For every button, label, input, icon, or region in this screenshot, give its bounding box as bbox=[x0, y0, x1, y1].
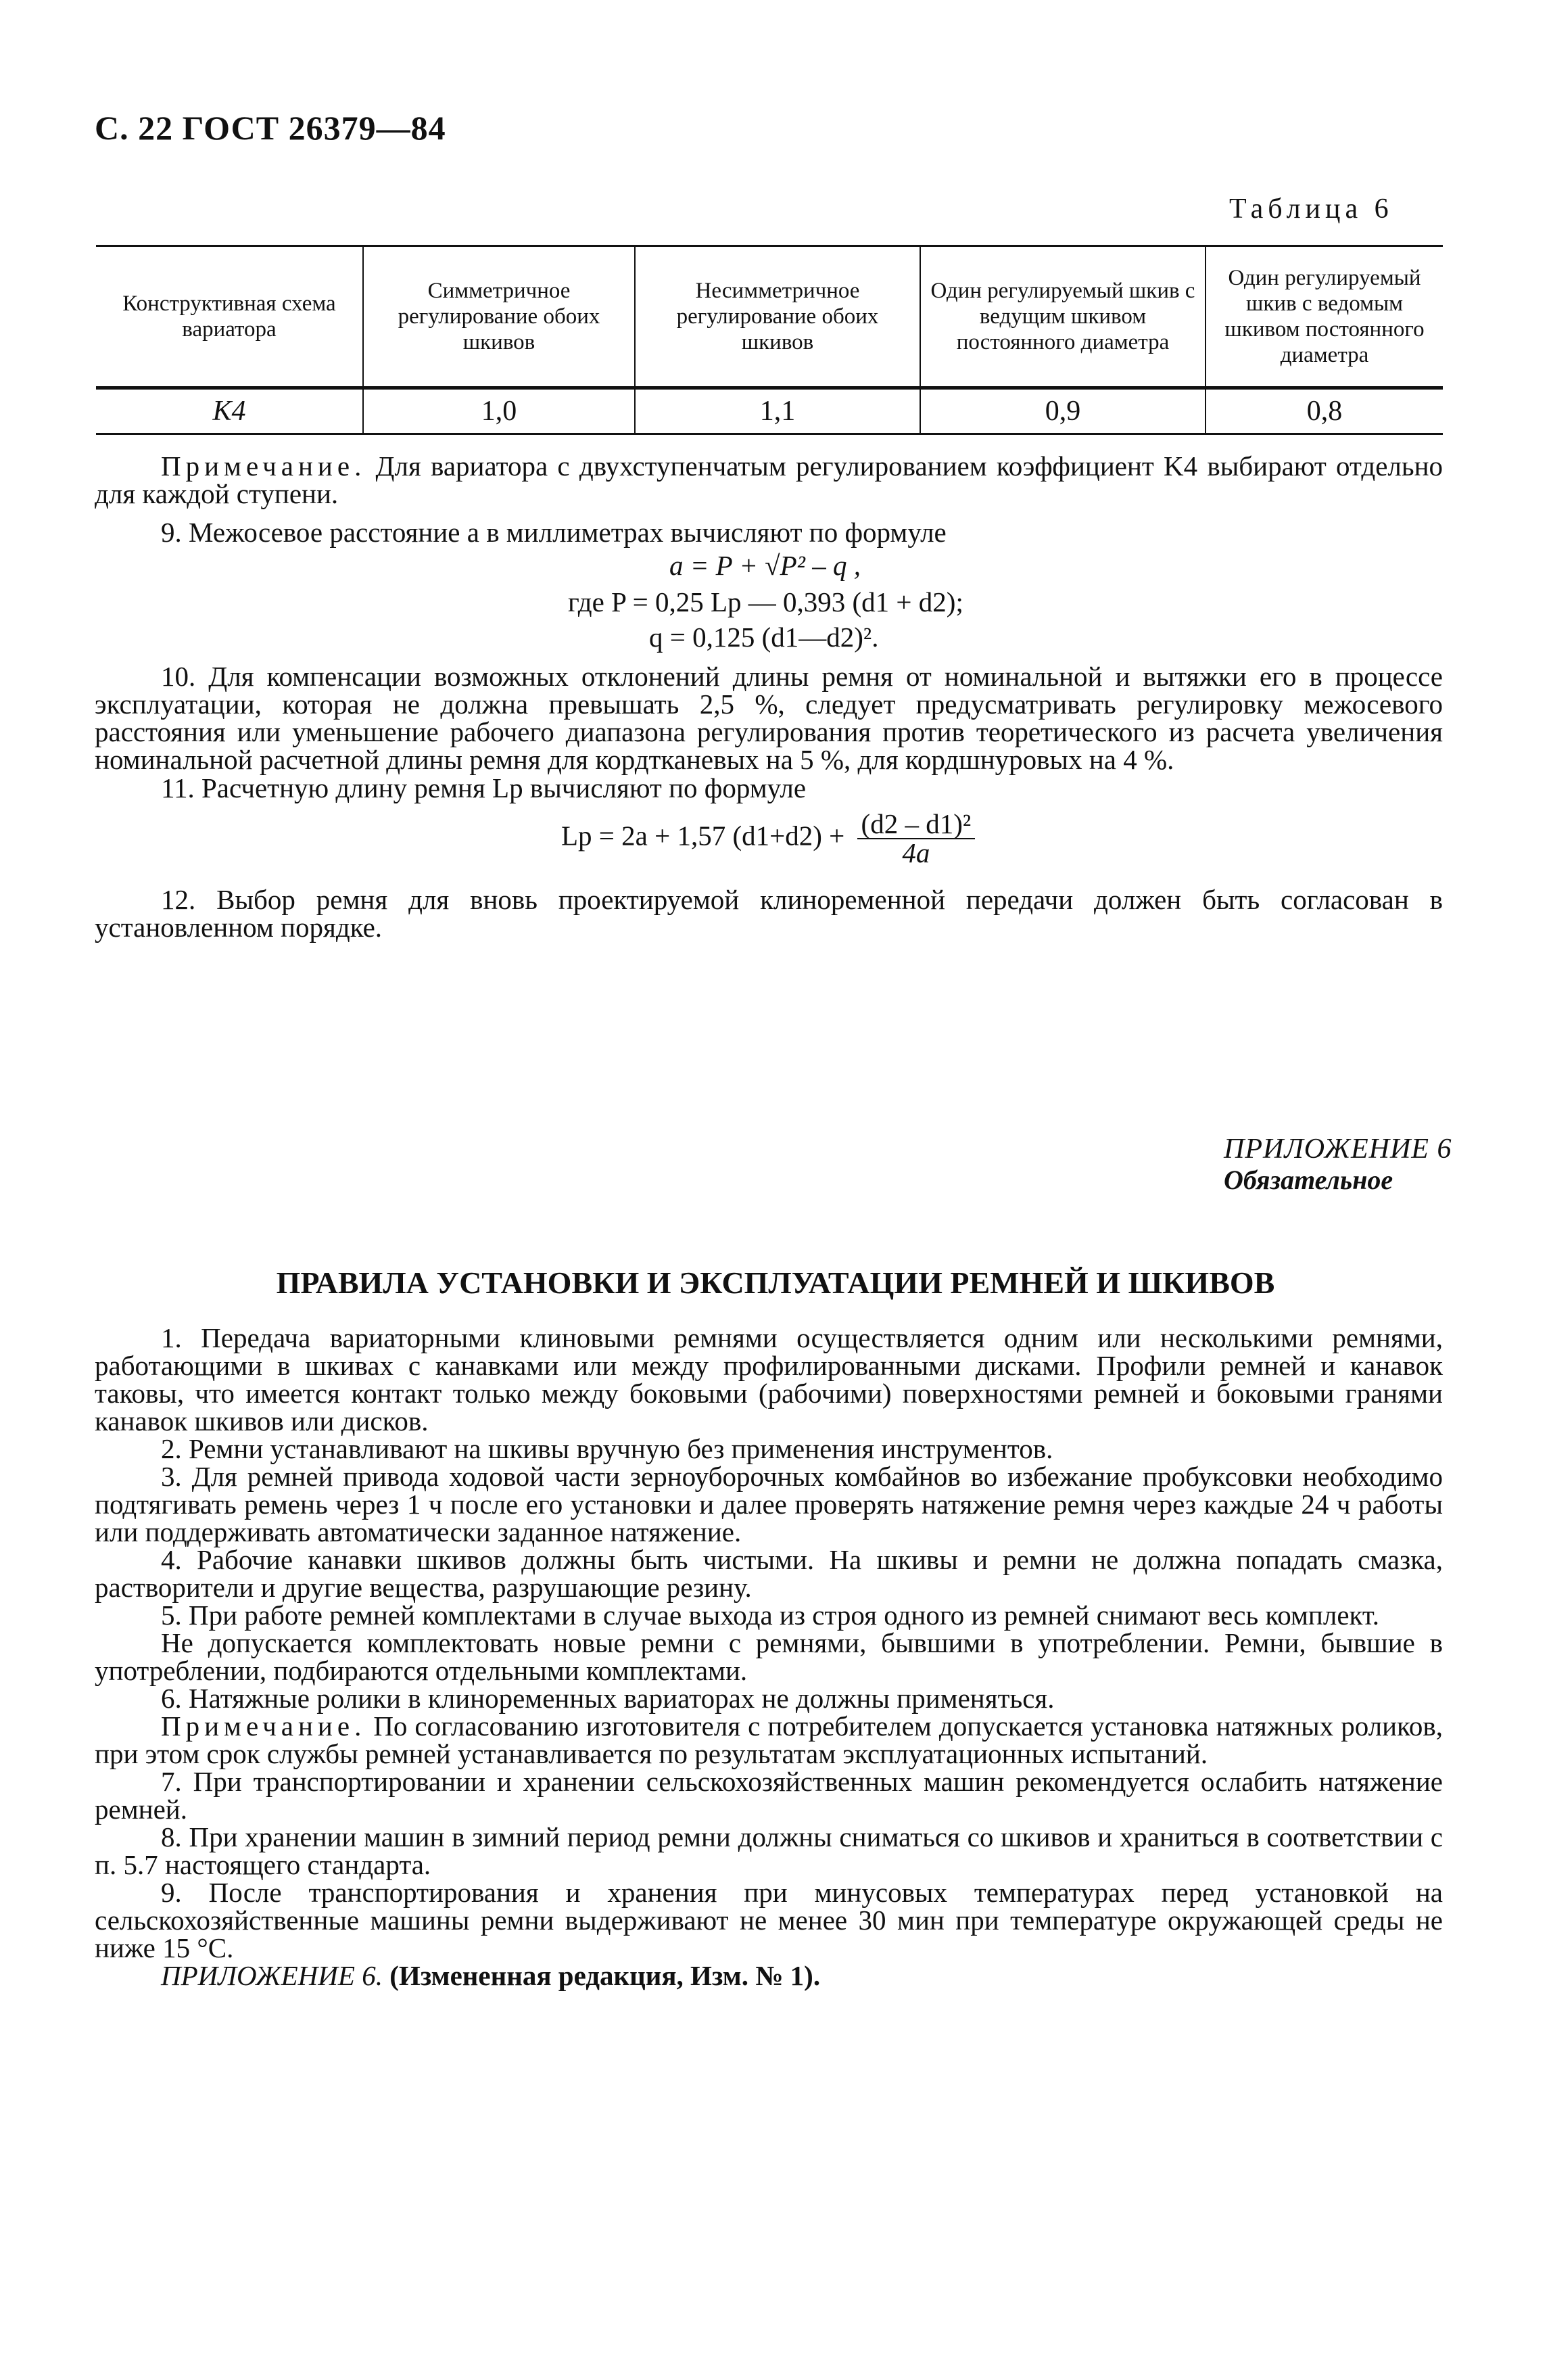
note-text: По согласованию изготовителя с потребителем допускается установка натяжных роликов, при этом срок службы ремней устанавливается по результатам эксплуатационных испытаний. bbox=[95, 1710, 1443, 1769]
amendment-footer bbox=[95, 1962, 1443, 1990]
section-title: ПРАВИЛА УСТАНОВКИ И ЭКСПЛУАТАЦИИ РЕМНЕЙ И ШКИВОВ bbox=[276, 1265, 1275, 1300]
note-text: Для вариатора с двухступенчатым регулированием коэффициент K4 выбирают отдельно для каждой ступени. bbox=[95, 450, 1443, 509]
rule-paragraph: 6. Натяжные ролики в клиноременных вариаторах не должны применяться. bbox=[161, 1683, 1055, 1714]
table-row bbox=[96, 388, 1443, 434]
table-header-cell: Один регулируемый шкив с ведущим шкивом постоянного диаметра bbox=[920, 246, 1206, 388]
item-12: 12. Выбор ремня для вновь проектируемой клиноременной передачи должен быть согласован в установленном порядке. bbox=[95, 884, 1443, 943]
rule-paragraph: Не допускается комплектовать новые ремни с ремнями, бывшими в употреблении. Ремни, бывшие в употреблении, подбираются отдельными комплектами. bbox=[95, 1627, 1443, 1686]
appendix-status: Обязательное bbox=[1224, 1165, 1393, 1195]
item-9: 9. Межосевое расстояние a в миллиметрах вычисляют по формуле bbox=[161, 517, 947, 548]
item-11: 11. Расчетную длину ремня Lp вычисляют по формуле bbox=[161, 772, 807, 803]
table-cell: 1,0 bbox=[363, 388, 635, 434]
rule-paragraph: 2. Ремни устанавливают на шкивы вручную без применения инструментов. bbox=[161, 1433, 1053, 1464]
table-header-cell: Симметричное регулирование обоих шкивов bbox=[363, 246, 635, 388]
rule-paragraph: 8. При хранении машин в зимний период ремни должны сниматься со шкивов и храниться в соответствии с п. 5.7 настоящего стандарта. bbox=[95, 1821, 1443, 1880]
formula-lp-numerator: (d2 – d1)² bbox=[857, 810, 976, 839]
formula-lp bbox=[561, 810, 975, 867]
rule-paragraph: 1. Передача вариаторными клиновыми ремнями осуществляется одним или несколькими ремнями, работающими в шкивах с канавками или между профилированными дисками. Профили ремней и канавок таковы, что имеется контакт только между боковыми (рабочими) поверхностями ремней и боковыми гранями канавок шкивов или дисков. bbox=[95, 1322, 1443, 1437]
rule-paragraph: 3. Для ремней привода ходовой части зерноуборочных комбайнов во избежание пробуксовки необходимо подтягивать ремень через 1 ч после его установки и далее проверять натяжение ремня через каждые 24 ч работы или поддерживать автоматически заданное натяжение. bbox=[95, 1461, 1443, 1547]
table-header-cell: Конструктивная схема вариатора bbox=[96, 246, 363, 388]
table-header-cell: Один регулируемый шкив с ведомым шкивом постоянного диаметра bbox=[1206, 246, 1443, 388]
coefficient-table bbox=[96, 245, 1443, 435]
formula-lp-fraction bbox=[857, 810, 976, 867]
footer-text: (Измененная редакция, Изм. № 1). bbox=[389, 1960, 821, 1991]
table-cell: 0,9 bbox=[920, 388, 1206, 434]
rules-note bbox=[95, 1712, 1443, 1768]
note-label: Примечание. bbox=[161, 1710, 366, 1742]
formula-lp-left: Lp = 2a + 1,57 (d1+d2) + bbox=[561, 820, 845, 851]
table-header-cell: Несимметричное регулирование обоих шкивов bbox=[635, 246, 920, 388]
page-header: С. 22 ГОСТ 26379—84 bbox=[95, 109, 446, 147]
formula-a: a = P + √P² – q , bbox=[669, 550, 861, 581]
rules-block bbox=[95, 1324, 1443, 1990]
rule-paragraph: 5. При работе ремней комплектами в случае выхода из строя одного из ремней снимают весь комплект. bbox=[161, 1600, 1379, 1631]
rule-paragraph: 9. После транспортирования и хранения при минусовых температурах перед установкой на сельскохозяйственные машины ремни выдерживают не менее 30 мин при температуре окружающей среды не ниже 15 °С. bbox=[95, 1877, 1443, 1963]
note-label: Примечание. bbox=[161, 450, 366, 482]
formula-lp-denominator: 4a bbox=[902, 837, 930, 868]
rule-paragraph: 4. Рабочие канавки шкивов должны быть чистыми. На шкивы и ремни не должна попадать смазка, растворители и другие вещества, разрушающие резину. bbox=[95, 1544, 1443, 1603]
rule-paragraph: 7. При транспортировании и хранении сельскохозяйственных машин рекомендуется ослабить натяжение ремней. bbox=[95, 1766, 1443, 1825]
table-header-row bbox=[96, 246, 1443, 388]
appendix-label: ПРИЛОЖЕНИЕ 6 bbox=[1224, 1134, 1452, 1165]
table-cell-label: K4 bbox=[96, 388, 363, 434]
table-caption: Таблица 6 bbox=[1229, 193, 1393, 225]
table-cell: 1,1 bbox=[635, 388, 920, 434]
table-cell: 0,8 bbox=[1206, 388, 1443, 434]
item-10: 10. Для компенсации возможных отклонений длины ремня от номинальной и вытяжки его в процессе эксплуатации, которая не должна превышать 2,5 %, следует предусматривать регулировку межосевого расстояния или уменьшение рабочего диапазона регулирования против теоретического из расчета увеличения номинальной расчетной длины ремня для кордтканевых на 5 %, для кордшнуровых на 4 %. bbox=[95, 661, 1443, 775]
table-note bbox=[95, 452, 1443, 508]
formula-q: q = 0,125 (d1—d2)². bbox=[649, 622, 879, 653]
footer-label: ПРИЛОЖЕНИЕ 6. bbox=[161, 1960, 383, 1991]
formula-p: где P = 0,25 Lp — 0,393 (d1 + d2); bbox=[568, 586, 963, 617]
